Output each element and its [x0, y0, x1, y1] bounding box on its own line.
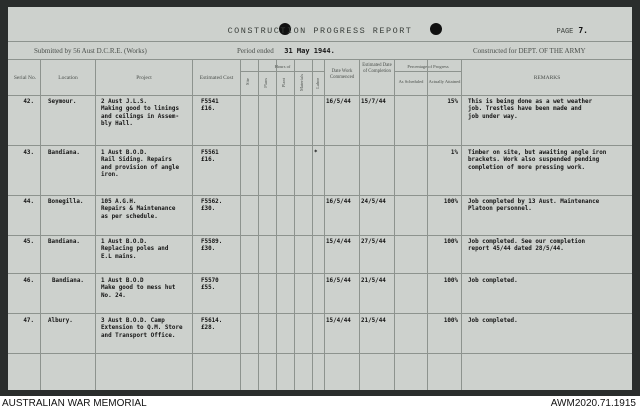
col-estimated-completion: Estimated Date of Completion [362, 63, 392, 74]
row-remarks: Timber on site, but awaiting angle iron brackets. Work also suspended pending completion of more pressing work. [468, 150, 607, 171]
page-number [557, 26, 588, 36]
row-rule [8, 195, 632, 196]
row-serial: 42. [23, 99, 34, 105]
col-site: Site [245, 78, 250, 86]
col-plant: Plant [281, 78, 286, 88]
rule [8, 41, 632, 42]
row-completion: 21/5/44 [361, 318, 386, 324]
row-cost: F5570 £55. [201, 278, 219, 292]
row-commenced: 15/4/44 [326, 239, 351, 245]
column-divider [427, 59, 428, 390]
row-serial: 43. [23, 150, 34, 156]
column-divider [359, 59, 360, 390]
page-value: 7. [578, 26, 588, 35]
rule [8, 59, 632, 60]
column-divider [192, 59, 193, 390]
row-serial: 44. [23, 199, 34, 205]
row-remarks: Job completed. See our completion report 45/44 dated 28/5/44. [468, 239, 586, 253]
row-location: Albury. [48, 318, 73, 324]
column-divider [240, 59, 241, 390]
col-remarks: REMARKS [533, 75, 561, 81]
col-materials: Materials [299, 74, 304, 91]
page-label: PAGE [556, 28, 574, 36]
row-cost: F5614. £28. [201, 318, 223, 332]
row-project: 2 Aust J.L.S. Making good to linings and ceilings in Assem- bly Hall. [101, 99, 180, 127]
row-mark: * [314, 150, 318, 156]
row-actual: 15% [447, 99, 458, 105]
row-serial: 46. [23, 278, 34, 284]
row-project: 105 A.G.H. Repairs & Maintenance as per schedule. [101, 199, 176, 220]
row-location: Bandiana. [48, 150, 80, 156]
period-label: Period ended [237, 47, 274, 55]
constructed-for: Constructed for DEPT. OF THE ARMY [473, 47, 586, 55]
row-actual: 1% [450, 150, 458, 156]
row-commenced: 16/5/44 [326, 278, 351, 284]
hours-group-rule [240, 71, 324, 72]
row-commenced: 15/4/44 [326, 318, 351, 324]
row-serial: 45. [23, 239, 34, 245]
row-remarks: Job completed. [468, 318, 518, 324]
header-rule [8, 95, 632, 96]
row-rule [8, 145, 632, 146]
period-value: 31 May 1944. [284, 47, 335, 55]
col-project: Project [136, 75, 152, 81]
row-commenced: 16/5/44 [326, 199, 351, 205]
row-actual: 100% [443, 199, 458, 205]
report-title: CONSTRUCTION PROGRESS REPORT [227, 26, 413, 36]
row-project: 1 Aust B.O.D. Replacing poles and E.L mains. [101, 239, 169, 260]
row-location: Bonegilla. [48, 199, 84, 205]
row-rule [8, 353, 632, 354]
row-cost: F5589. £30. [201, 239, 223, 253]
row-location: Bandiana. [48, 239, 80, 245]
col-hours-group: Hours of [274, 64, 291, 69]
progress-report-sheet [8, 7, 632, 390]
column-divider [258, 59, 259, 390]
col-location: Location [58, 75, 78, 81]
col-plans: Plans [263, 78, 268, 88]
submitted-by: Submitted by 56 Aust D.C.R.E. (Works) [34, 47, 147, 55]
row-rule [8, 313, 632, 314]
row-commenced: 16/5/44 [326, 99, 351, 105]
row-rule [8, 235, 632, 236]
footer-accession: AWM2020.71.1915 [550, 398, 636, 409]
row-remarks: This is being done as a wet weather job. Trestles have been made and job under way. [468, 99, 593, 120]
footer-institution: AUSTRALIAN WAR MEMORIAL [2, 398, 147, 409]
row-remarks: Job completed by 13 Aust. Maintenance Platoon personnel. [468, 199, 600, 213]
progress-group-rule [394, 71, 461, 72]
column-divider [461, 59, 462, 390]
row-rule [8, 273, 632, 274]
row-project: 1 Aust B.O.D Make good to mess hut No. 24. [101, 278, 176, 299]
row-cost: F5561 £16. [201, 150, 219, 164]
row-completion: 21/5/44 [361, 278, 386, 284]
row-remarks: Job completed. [468, 278, 518, 284]
row-completion: 27/5/44 [361, 239, 386, 245]
row-project: 3 Aust B.O.D. Camp Extension to Q.M. Store and Transport Office. [101, 318, 183, 339]
col-percentage-group: Percentage of Progress [407, 64, 449, 69]
column-divider [276, 59, 277, 390]
row-cost: F5541 £16. [201, 99, 219, 113]
row-actual: 100% [443, 239, 458, 245]
column-divider [294, 59, 295, 390]
row-cost: F5562. £30. [201, 199, 223, 213]
column-divider [324, 59, 325, 390]
row-serial: 47. [23, 318, 34, 324]
col-actually-attained: Actually Attained [428, 79, 461, 84]
row-completion: 24/5/44 [361, 199, 386, 205]
column-divider [95, 59, 96, 390]
column-divider [394, 59, 395, 390]
col-serial: Serial No. [13, 75, 37, 81]
col-date-commenced: Date Work Commenced [329, 69, 355, 80]
period-ended [237, 47, 335, 55]
column-divider [312, 59, 313, 390]
col-labor: Labor [315, 78, 320, 89]
row-actual: 100% [443, 318, 458, 324]
col-estimated-cost: Estimated Cost [199, 75, 234, 81]
col-as-scheduled: As Scheduled [398, 79, 424, 84]
column-divider [40, 59, 41, 390]
row-location: Bandiana. [52, 278, 84, 284]
row-actual: 100% [443, 278, 458, 284]
row-project: 1 Aust B.O.D. Rail Siding. Repairs and provision of angle iron. [101, 150, 180, 178]
row-location: Seymour. [48, 99, 77, 105]
row-completion: 15/7/44 [361, 99, 386, 105]
